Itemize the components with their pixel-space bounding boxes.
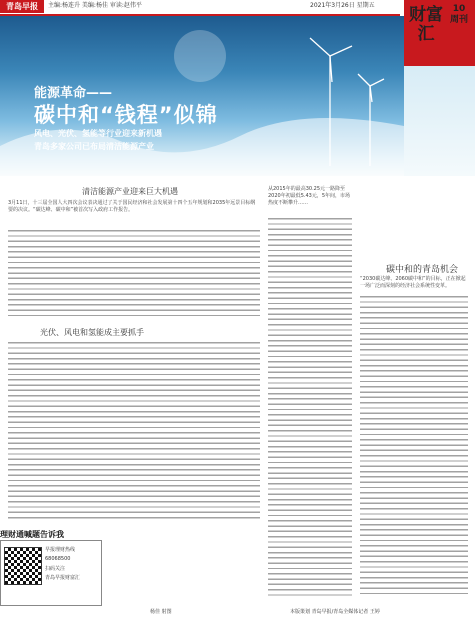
editor-credits: 主编:杨连升 美编:杨佳 审读:赵伟平 xyxy=(48,2,142,9)
middle-article-lead: 从2015年的最高30.25元一路降至2020年初最低5.43元，5年间，市场热度不断攀升…… xyxy=(268,186,351,206)
hero-subhead-2: 青岛多家公司已布局清洁能源产业 xyxy=(34,142,154,151)
issue-date: 2021年3月26日 星期五 xyxy=(310,2,375,9)
hotline-number: 68068500 xyxy=(45,556,71,562)
right-article-lead: “2030碳达峰、2060碳中和”的目标，正在掀起一场广泛而深刻的经济社会系统性变革。 xyxy=(360,276,466,289)
follow-label: 扫码关注 xyxy=(45,566,66,572)
right-article-body xyxy=(360,296,468,598)
newspaper-logo: 青岛早报 xyxy=(0,0,44,13)
issue-number: 10 周刊 xyxy=(449,4,468,25)
hero-headline: 碳中和“钱程”似锦 xyxy=(34,103,218,127)
sun-glow xyxy=(174,30,226,82)
hero-kicker: 能源革命—— xyxy=(34,86,113,101)
right-article-title: 碳中和的青岛机会 xyxy=(386,265,459,275)
left-article-lead: 3月11日，十三届全国人大四次会议表决通过了关于国民经济和社会发展第十四个五年规划和2035年远景目标纲要的决议。“碳达峰、碳中和”被首次写入政府工作报告。 xyxy=(8,200,256,213)
footer-credit-left: 杨佳 射图 xyxy=(150,609,172,615)
section-title: 财富汇 xyxy=(409,5,443,44)
sidebar-title: 理财通喊题告诉我 xyxy=(0,530,64,539)
left-article-title: 清洁能源产业迎来巨大机遇 xyxy=(82,187,178,196)
left-section-title: 光伏、风电和氢能成主要抓手 xyxy=(40,328,144,337)
hero-subhead-1: 风电、光伏、氢能等行业迎来新机遇 xyxy=(34,129,162,138)
qr-code-icon[interactable] xyxy=(4,547,42,585)
middle-article-body xyxy=(268,218,352,598)
side-sky-strip xyxy=(404,66,475,176)
left-article-body xyxy=(8,230,260,320)
left-section-body xyxy=(8,342,260,522)
account-name: 青岛早报财富汇 xyxy=(45,575,81,581)
footer-credit-right: 本版策划 青岛早报/青岛全媒体记者 王婷 xyxy=(290,609,380,615)
hotline-label: 早报理财热线 xyxy=(45,547,76,553)
